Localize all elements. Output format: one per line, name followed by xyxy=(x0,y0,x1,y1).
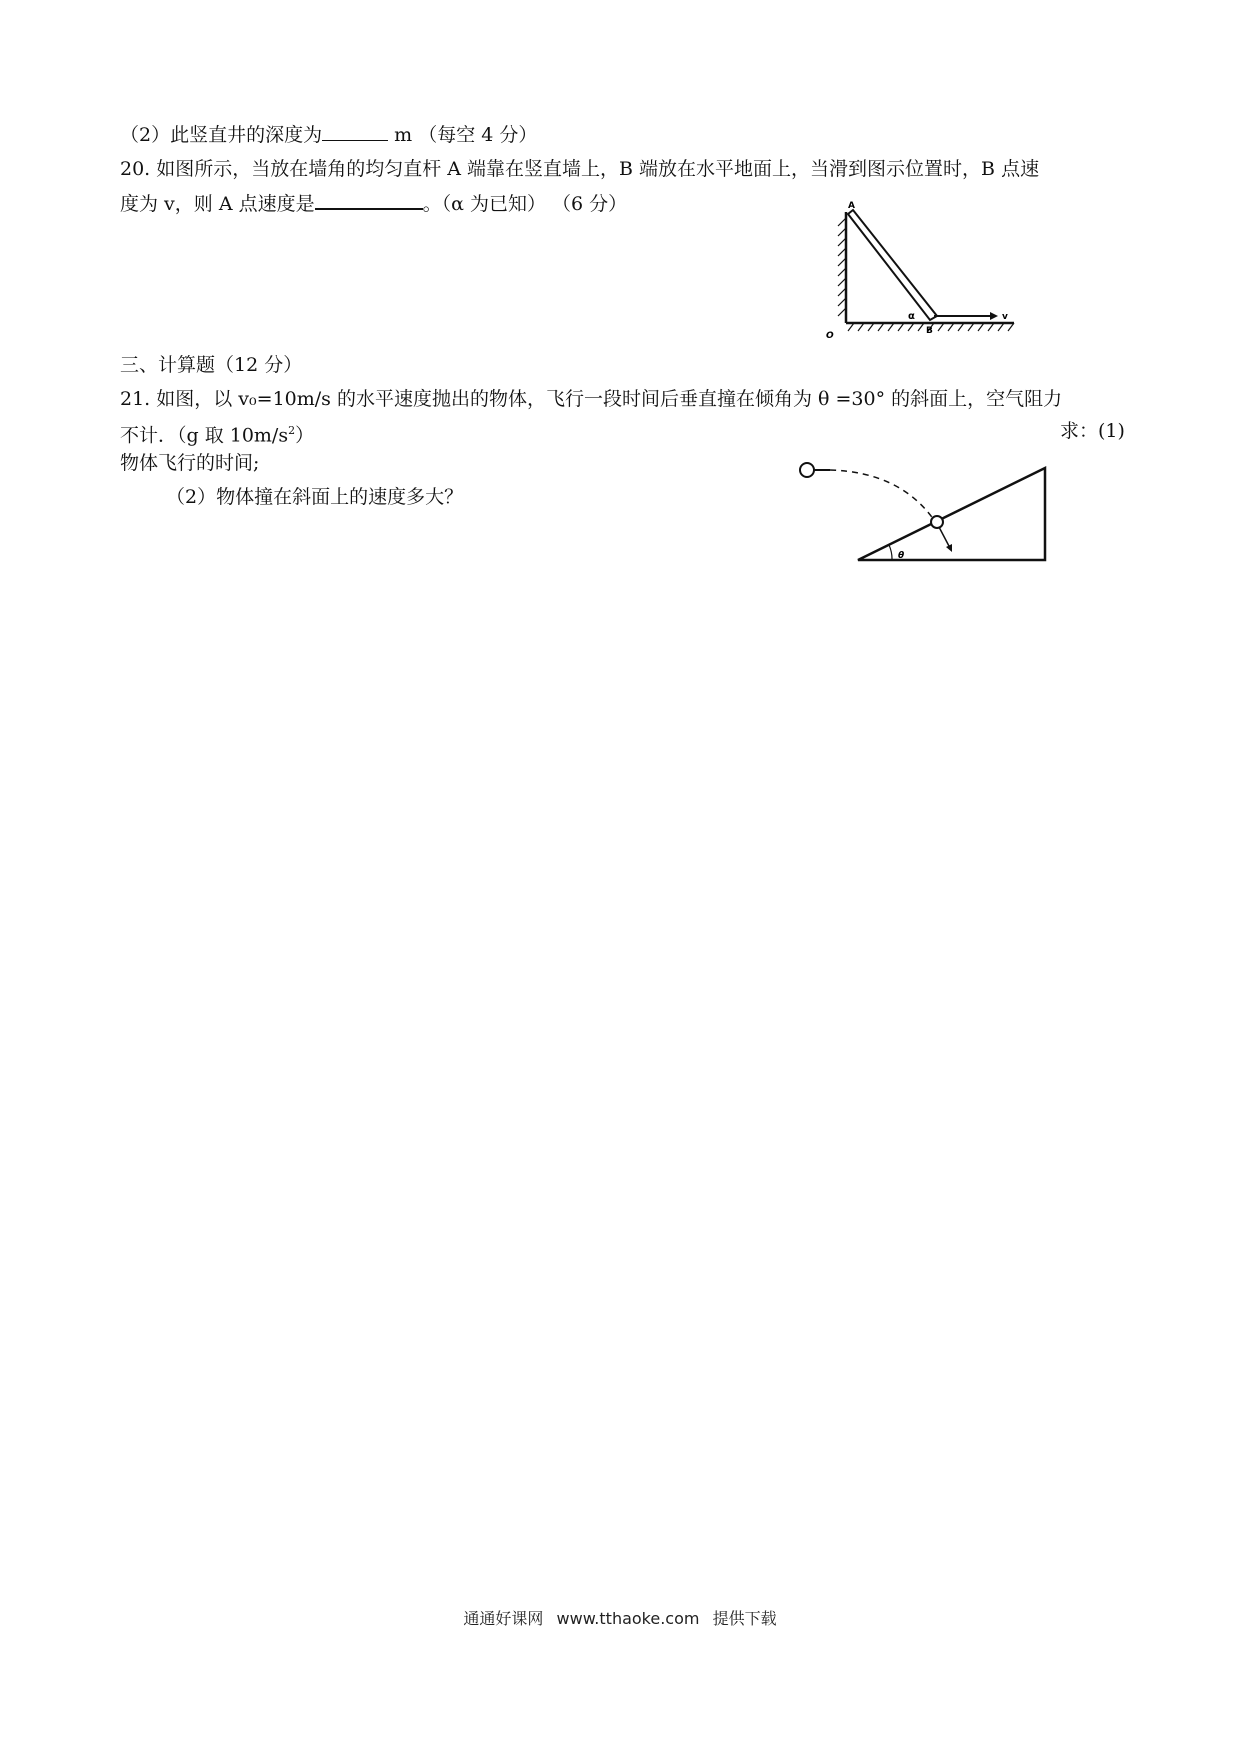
q21-figure xyxy=(790,450,1060,570)
q19-part2-prefix: （2）此竖直井的深度为 xyxy=(120,124,323,146)
q21-line2-close: ） xyxy=(295,424,315,447)
footer xyxy=(0,1606,1240,1629)
footer-suffix: 提供下载 xyxy=(712,1609,777,1628)
q20-label-b: B xyxy=(926,326,933,336)
q21-velocity-arrow xyxy=(939,527,950,548)
q20-line1: 20. 如图所示，当放在墙角的均匀直杆 A 端靠在竖直墙上，B 端放在水平地面上，当滑到图示位置时，B 点速 xyxy=(120,158,1040,180)
footer-site-name: 通通好课网 xyxy=(463,1609,544,1628)
q21-line2-left: 不计．（g 取 10m/s xyxy=(120,424,289,447)
q21-trajectory xyxy=(830,470,934,520)
q21-line2-sup: 2 xyxy=(288,424,296,437)
q19-answer-blank[interactable] xyxy=(322,122,388,141)
q19-part2 xyxy=(120,122,537,148)
q20-rod xyxy=(848,210,937,320)
q19-part2-unit: m （每空 4 分） xyxy=(388,124,538,146)
q20-line2 xyxy=(120,190,627,217)
footer-url[interactable]: www.tthaoke.com xyxy=(556,1609,700,1628)
q21-start-ball xyxy=(800,463,814,477)
q20-figure xyxy=(812,200,1032,348)
q21-line4: （2）物体撞在斜面上的速度多大？ xyxy=(166,486,464,508)
q20-line2-prefix: 度为 v，则 A 点速度是 xyxy=(120,193,315,215)
q21-label-theta: θ xyxy=(898,551,905,561)
q21-impact-ball xyxy=(931,516,943,528)
q20-label-angle: α xyxy=(908,311,915,322)
q21-line3: 物体飞行的时间; xyxy=(120,452,260,474)
section3-title: 三、计算题（12 分） xyxy=(120,354,303,376)
q20-line2-suffix: 。（α 为已知） （6 分） xyxy=(422,193,628,215)
q21-line1: 21. 如图，以 v₀=10m/s 的水平速度抛出的物体，飞行一段时间后垂直撞在倾角为 θ =30° 的斜面上，空气阻力 xyxy=(120,388,1063,410)
q20-answer-blank[interactable] xyxy=(315,190,423,210)
q21-line2 xyxy=(120,418,314,448)
q20-label-v: v xyxy=(1002,312,1008,322)
q20-arrow-head xyxy=(990,312,998,320)
q20-label-o: O xyxy=(826,331,834,341)
q21-line2-right: 求：(1) xyxy=(1060,420,1125,442)
q20-label-a: A xyxy=(848,201,855,211)
q21-angle-arc xyxy=(889,545,892,560)
